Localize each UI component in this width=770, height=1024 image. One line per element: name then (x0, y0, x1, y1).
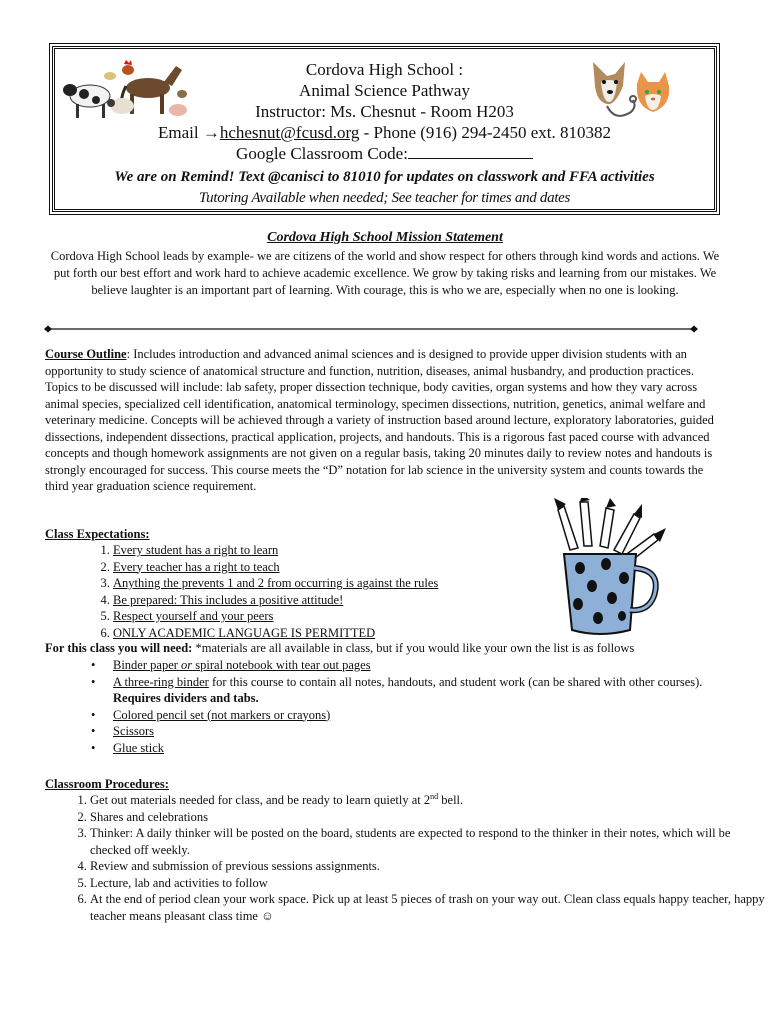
phone-text: - Phone (916) 294-2450 ext. 810382 (359, 123, 612, 142)
course-outline-text: : Includes introduction and advanced animal sciences and is designed to provide upper division students with an opportunity to study science of anatomical structure and function, nutrition, diseases, animal husbandry, and production practices. Topics to be discussed will include: lab safety, proper dissection technique, body cavities, organ systems and how they vary across animal species, specialized cell identification, anatomical terminology, specimen dissections, nutrition, genetics, animal welfare and veterinary medicine. Concepts will be achieved through a variety of instruction based around lecture, exploratory laboratories, guided dissections, independent dissections, practical application, projects, and handouts. This is a rigorous fast paced course with advanced concepts and though homework assignments are not given on a regular basis, taking 20 minutes daily to review notes and handouts is strongly encouraged for success. This course meets the “D” notation for lab science in the university system and counts towards the third year graduation science requirement. (45, 347, 714, 493)
list-item: 1. Get out materials needed for class, and be ready to learn quietly at 2nd bell. (90, 792, 770, 809)
list-item: • Binder paper or spiral notebook with tear out pages (113, 657, 748, 674)
list-item: 2. Every teacher has a right to teach (113, 559, 438, 576)
supplies-note: *materials are all available in class, but if you would like your own the list is as follows (192, 641, 635, 655)
remind-line: We are on Remind! Text @canisci to 81010 for updates on classwork and FFA activities (114, 169, 655, 185)
class-expectations-list (88, 542, 438, 641)
farm-animals-icon (60, 58, 190, 122)
tutoring-line: Tutoring Available when needed; See teacher for times and dates (198, 190, 571, 206)
contact-line (55, 122, 714, 143)
list-item: • Scissors (113, 723, 748, 740)
instructor-line: Instructor: Ms. Chesnut - Room H203 (255, 102, 514, 121)
mission-statement: Cordova High School leads by example- we are citizens of the world and show respect for others through kind words and actions. We put forth our best effort and work hard to achieve academic excellence. We grow by taking risks and learning from our mistakes. We believe laughter is an important part of learning. With courage, this is who we are, especially when no one is looking. (50, 249, 720, 297)
list-item: • A three-ring binder for this course to contain all notes, handouts, and student work (can be shared with other courses). Requires dividers and tabs. (113, 674, 748, 707)
course-outline (45, 346, 725, 495)
supplies-lead: For this class you will need: (45, 641, 193, 655)
arrow-icon: → (202, 123, 220, 142)
list-item: • Glue stick (113, 740, 748, 757)
list-item: 1. Every student has a right to learn (113, 542, 438, 559)
list-item: 3. Anything the prevents 1 and 2 from occurring is against the rules (113, 575, 438, 592)
pathway-title: Animal Science Pathway (299, 81, 470, 100)
email-label: Email (157, 123, 203, 142)
list-item: 4. Be prepared: This includes a positive attitude! (113, 592, 438, 609)
classroom-code-label: Google Classroom Code: (236, 144, 408, 163)
school-title: Cordova High School : (305, 60, 464, 79)
supplies-intro (45, 640, 735, 657)
list-item: 6. At the end of period clean your work space. Pick up at least 5 pieces of trash on your way out. Clean class equals happy teacher, happy teacher means pleasant class time ☺ (90, 891, 770, 924)
list-item: 6. ONLY ACADEMIC LANGUAGE IS PERMITTED (113, 625, 438, 642)
list-item: 5. Respect yourself and your peers (113, 608, 438, 625)
list-item: 5. Lecture, lab and activities to follow (90, 875, 770, 892)
course-outline-label: Course Outline (45, 347, 127, 361)
supplies-list (88, 657, 748, 756)
dog-and-cat-icon (585, 56, 677, 124)
list-item: 3. Thinker: A daily thinker will be posted on the board, students are expected to respond to the thinker in their notes, which will be checked off weekly. (90, 825, 770, 858)
classroom-code-line (55, 143, 714, 164)
classroom-procedures-list (45, 792, 770, 924)
list-item: 2. Shares and celebrations (90, 809, 770, 826)
section-divider (44, 324, 698, 334)
list-item: 4. Review and submission of previous sessions assignments. (90, 858, 770, 875)
mission-title: Cordova High School Mission Statement (267, 230, 503, 245)
brush-cup-icon (550, 498, 668, 638)
class-expectations-title: Class Expectations: (45, 527, 150, 541)
classroom-code-blank (408, 143, 533, 159)
email-link[interactable]: hchesnut@fcusd.org (219, 123, 360, 142)
list-item: • Colored pencil set (not markers or crayons) (113, 707, 748, 724)
classroom-procedures-title: Classroom Procedures: (45, 777, 169, 791)
